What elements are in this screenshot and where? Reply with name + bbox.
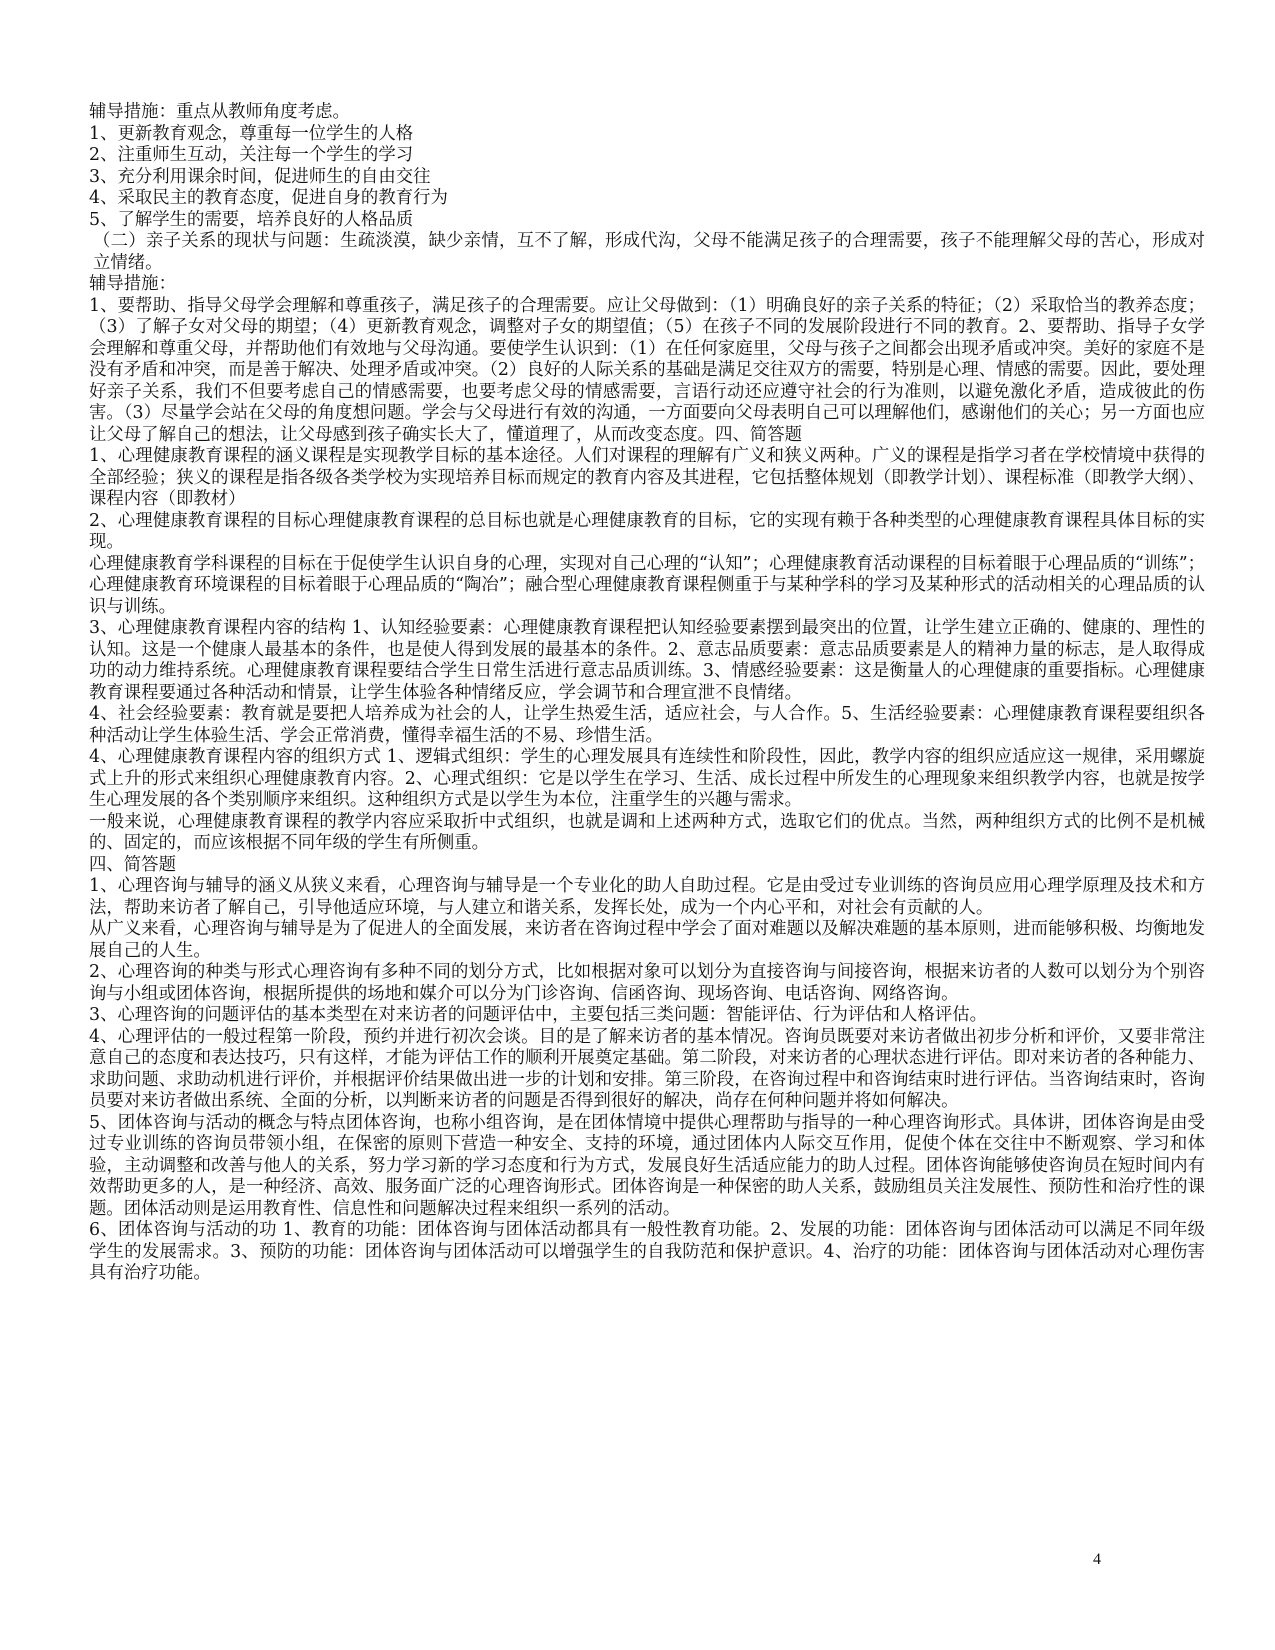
- paragraph: 4、心理评估的一般过程第一阶段，预约并进行初次会谈。目的是了解来访者的基本情况。咨询员既要对来访者做出初步分析和评价，又要非常注意自己的态度和表达技巧，只有这样，才能为评估工作的顺利开展奠定基础。第二阶段，对来访者的心理状态进行评估。即对来访者的各种能力、求助问题、求助动机进行评价，并根据评价结果做出进一步的计划和安排。第三阶段，在咨询过程中和咨询结束时进行评估。当咨询结束时，咨询员要对来访者做出系统、全面的分析，以判断来访者的问题是否得到很好的解决，尚存在何种问题并将如何解决。: [89, 1026, 1205, 1111]
- paragraph: （二）亲子关系的现状与问题：生疏淡漠，缺少亲情，互不了解，形成代沟，父母不能满足孩子的合理需要，孩子不能理解父母的苦心，形成对立情绪。: [93, 231, 1205, 273]
- section-heading: 四、简答题: [89, 854, 176, 875]
- paragraph: 6、团体咨询与活动的功 1、教育的功能：团体咨询与团体活动都具有一般性教育功能。2、发展的功能：团体咨询与团体活动可以满足不同年级学生的发展需求。3、预防的功能：团体咨询与团体活动可以增强学生的自我防范和保护意识。4、治疗的功能：团体咨询与团体活动对心理伤害具有治疗功能。: [89, 1220, 1205, 1283]
- paragraph: 1、要帮助、指导父母学会理解和尊重孩子，满足孩子的合理需要。应让父母做到：（1）明确良好的亲子关系的特征；（2）采取恰当的教养态度；（3）了解子女对父母的期望；（4）更新教育观念，调整对子女的期望值；（5）在孩子不同的发展阶段进行不同的教育。2、要帮助、指导子女学会理解和尊重父母，并帮助他们有效地与父母沟通。要使学生认识到：（1）在任何家庭里，父母与孩子之间都会出现矛盾或冲突。美好的家庭不是没有矛盾和冲突，而是善于解决、处理矛盾或冲突。（2）良好的人际关系的基础是满足交往双方的需要，特别是心理、情感的需要。因此，要处理好亲子关系，我们不但要考虑自己的情感需要，也要考虑父母的情感需要，言语行动还应遵守社会的行为准则，以避免激化矛盾，造成彼此的伤害。（3）尽量学会站在父母的角度想问题。学会与父母进行有效的沟通，一方面要向父母表明自己可以理解他们，感谢他们的关心；另一方面也应让父母了解自己的想法，让父母感到孩子确实长大了，懂道理了，从而改变态度。四、简答题: [89, 295, 1205, 445]
- page-number: 4: [1093, 1551, 1101, 1568]
- paragraph: 从广义来看，心理咨询与辅导是为了促进人的全面发展，来访者在咨询过程中学会了面对难题以及解决难题的基本原则，进而能够积极、均衡地发展自己的人生。: [89, 919, 1205, 961]
- paragraph: 3、心理咨询的问题评估的基本类型在对来访者的问题评估中，主要包括三类问题：智能评估、行为评估和人格评估。: [89, 1005, 987, 1025]
- paragraph: 辅导措施：: [89, 274, 176, 294]
- paragraph: 4、社会经验要素：教育就是要把人培养成为社会的人，让学生热爱生活，适应社会，与人合作。5、生活经验要素：心理健康教育课程要组织各种活动让学生体验生活、学会正常消费，懂得幸福生活的不易、珍惜生活。: [89, 704, 1205, 746]
- paragraph: 5、了解学生的需要，培养良好的人格品质: [89, 209, 414, 230]
- paragraph: 心理健康教育学科课程的目标在于促使学生认识自身的心理，实现对自己心理的“认知”；心理健康教育活动课程的目标着眼于心理品质的“训练”；心理健康教育环境课程的目标着眼于心理品质的“陶冶”；融合型心理健康教育课程侧重于与某种学科的学习及某种形式的活动相关的心理品质的认识与训练。: [89, 553, 1205, 617]
- paragraph: 4、采取民主的教育态度，促进自身的教育行为: [89, 188, 448, 208]
- paragraph: 1、心理咨询与辅导的涵义从狭义来看，心理咨询与辅导是一个专业化的助人自助过程。它是由受过专业训练的咨询员应用心理学原理及技术和方法，帮助来访者了解自己，引导他适应环境，与人建立和谐关系，发挥长处，成为一个内心平和，对社会有贡献的人。: [89, 876, 1205, 918]
- paragraph: 一般来说，心理健康教育课程的教学内容应采取折中式组织，也就是调和上述两种方式，选取它们的优点。当然，两种组织方式的比例不是机械的、固定的，而应该根据不同年级的学生有所侧重。: [89, 811, 1205, 853]
- paragraph: 3、充分利用课余时间，促进师生的自由交往: [89, 166, 431, 187]
- paragraph: 2、心理健康教育课程的目标心理健康教育课程的总目标也就是心理健康教育的目标，它的实现有赖于各种类型的心理健康教育课程具体目标的实现。: [89, 510, 1205, 552]
- paragraph: 3、心理健康教育课程内容的结构 1、认知经验要素：心理健康教育课程把认知经验要素摆到最突出的位置，让学生建立正确的、健康的、理性的认知。这是一个健康人最基本的条件，也是使人得到发展的最基本的条件。2、意志品质要素：意志品质要素是人的精神力量的标志，是人取得成功的动力维持系统。心理健康教育课程要结合学生日常生活进行意志品质训练。3、情感经验要素：这是衡量人的心理健康的重要指标。心理健康教育课程要通过各种活动和情景，让学生体验各种情绪反应，学会调节和合理宣泄不良情绪。: [89, 618, 1205, 703]
- paragraph: 2、心理咨询的种类与形式心理咨询有多种不同的划分方式，比如根据对象可以划分为直接咨询与间接咨询，根据来访者的人数可以划分为个别咨询与小组或团体咨询，根据所提供的场地和媒介可以分为门诊咨询、信函咨询、现场咨询、电话咨询、网络咨询。: [89, 962, 1205, 1004]
- paragraph: 4、心理健康教育课程内容的组织方式 1、逻辑式组织：学生的心理发展具有连续性和阶段性，因此，教学内容的组织应适应这一规律，采用螺旋式上升的形式来组织心理健康教育内容。2、心理式组织：它是以学生在学习、生活、成长过程中所发生的心理现象来组织教学内容，也就是按学生心理发展的各个类别顺序来组织。这种组织方式是以学生为本位，注重学生的兴趣与需求。: [89, 747, 1205, 810]
- paragraph: 辅导措施：重点从教师角度考虑。: [89, 102, 350, 122]
- paragraph: 5、团体咨询与活动的概念与特点团体咨询，也称小组咨询，是在团体情境中提供心理帮助与指导的一种心理咨询形式。具体讲，团体咨询是由受过专业训练的咨询员带领小组，在保密的原则下营造一种安全、支持的环境，通过团体内人际交互作用，促使个体在交往中不断观察、学习和体验，主动调整和改善与他人的关系，努力学习新的学习态度和行为方式，发展良好生活适应能力的助人过程。团体咨询能够使咨询员在短时间内有效帮助更多的人，是一种经济、高效、服务面广泛的心理咨询形式。团体咨询是一种保密的助人关系，鼓励组员关注发展性、预防性和治疗性的课题。团体活动则是运用教育性、信息性和问题解决过程来组织一系列的活动。: [89, 1112, 1205, 1219]
- paragraph: 1、更新教育观念，尊重每一位学生的人格: [89, 123, 414, 144]
- paragraph: 1、心理健康教育课程的涵义课程是实现教学目标的基本途径。人们对课程的理解有广义和狭义两种。广义的课程是指学习者在学校情境中获得的全部经验；狭义的课程是指各级各类学校为实现培养目标而规定的教育内容及其进程，它包括整体规划（即教学计划）、课程标准（即教学大纲）、课程内容（即教材）: [89, 446, 1205, 509]
- document-body: [89, 102, 1205, 1285]
- paragraph: 2、注重师生互动，关注每一个学生的学习: [89, 145, 414, 165]
